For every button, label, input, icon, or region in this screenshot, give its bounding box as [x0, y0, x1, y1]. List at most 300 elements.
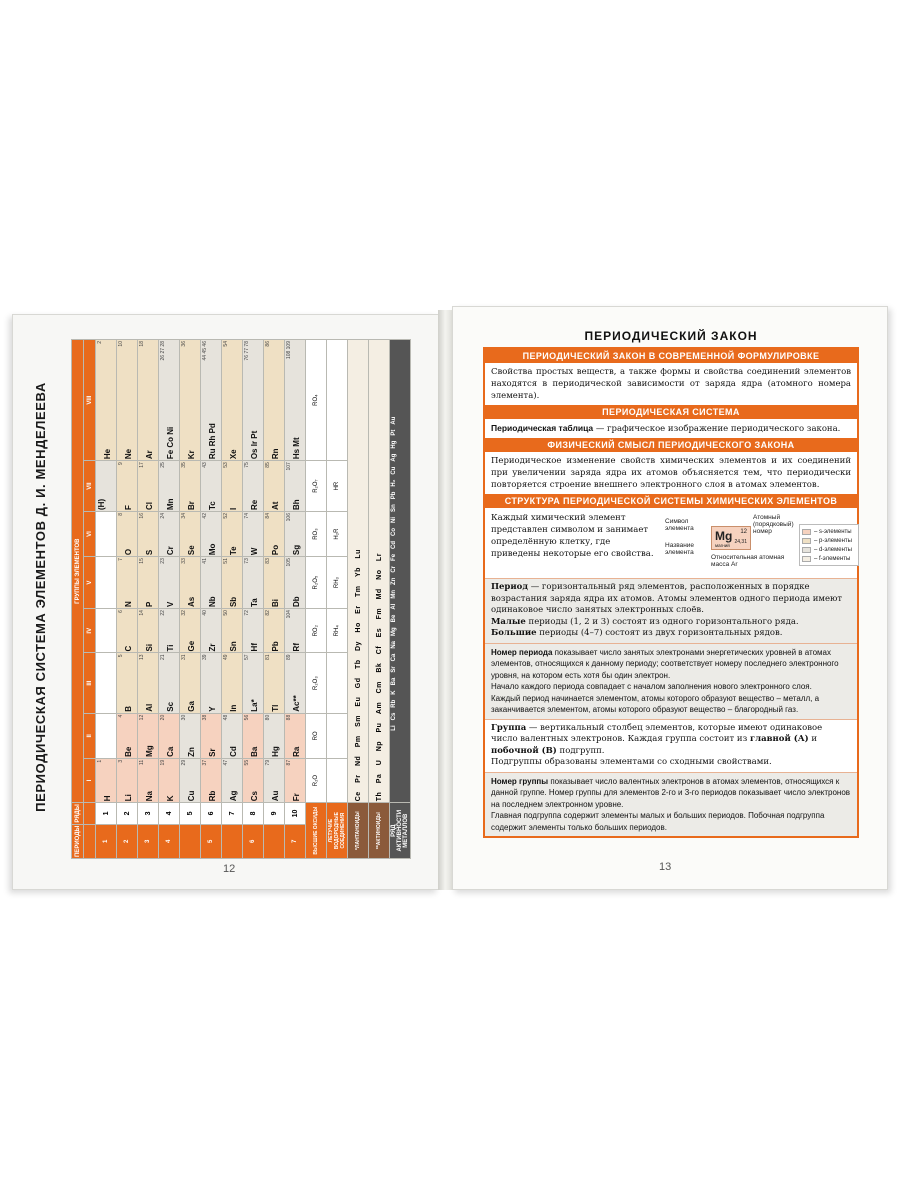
actinides-element: No — [375, 567, 383, 580]
legend-label: – f-элементы — [814, 555, 851, 562]
activity-element: Sr — [391, 666, 397, 673]
element-cell — [243, 609, 264, 653]
hydrides-formula — [327, 653, 348, 713]
element-symbol: Cr — [166, 546, 175, 556]
actinides-element: Am — [375, 699, 383, 715]
element-cell — [96, 713, 117, 758]
period-cell: 4 — [159, 824, 180, 858]
row-number: 10 — [285, 803, 306, 824]
actinides-element: Cf — [375, 643, 383, 655]
periodic-table-rotated — [33, 339, 417, 859]
element-number: 47 — [223, 759, 229, 766]
legend-label: – d-элементы — [814, 546, 852, 553]
element-number: 80 — [265, 714, 271, 721]
element-number: 50 — [223, 610, 229, 616]
legend-item — [802, 527, 856, 536]
legend-label: – s-элементы — [814, 528, 852, 535]
element-symbol: Al — [145, 703, 154, 712]
element-number: 85 — [265, 462, 271, 468]
section-header-physical-meaning: ФИЗИЧЕСКИЙ СМЫСЛ ПЕРИОДИЧЕСКОГО ЗАКОНА — [485, 438, 857, 452]
element-cell — [243, 557, 264, 609]
element-symbol: Ne — [124, 448, 133, 460]
actinides-label: **АКТИНОИДЫ — [369, 803, 390, 859]
element-symbol: Re — [250, 499, 259, 510]
element-symbol: Ge — [187, 640, 196, 652]
element-symbol: O — [124, 548, 133, 556]
element-number: 107 — [286, 462, 292, 471]
element-cell — [222, 653, 243, 713]
element-symbol: Ga — [187, 701, 196, 712]
element-number: 21 — [160, 654, 166, 661]
mass-label: Относительная атомная масса Ar — [711, 554, 785, 568]
element-symbol: Tl — [271, 704, 280, 712]
header-blank-1 — [84, 824, 96, 858]
element-cell — [243, 653, 264, 713]
element-symbol: Hs Mt — [292, 437, 301, 460]
element-symbol: S — [145, 549, 154, 556]
hydrides-formula: RH₄ — [327, 609, 348, 653]
element-cell — [180, 758, 201, 802]
element-cell — [117, 557, 138, 609]
element-number: 44 45 46 — [202, 341, 208, 361]
row-number: 1 — [96, 803, 117, 824]
element-cell — [159, 653, 180, 713]
page-number-right: 13 — [659, 861, 672, 873]
right-page — [452, 306, 888, 890]
element-number: 52 — [223, 513, 229, 519]
element-cell — [96, 609, 117, 653]
activity-element: Rb — [391, 699, 397, 708]
element-number: 108 109 — [286, 341, 292, 360]
element-cell — [264, 557, 285, 609]
structure-row — [485, 508, 857, 578]
oxides-formula: RO₂ — [306, 609, 327, 653]
element-cell — [285, 461, 306, 512]
element-symbol: Cl — [145, 502, 154, 510]
lanthanides-element: Pm — [354, 732, 362, 748]
element-cell — [264, 340, 285, 461]
element-symbol: (H) — [97, 498, 106, 510]
element-symbol: P — [145, 601, 154, 608]
activity-element: Mg — [391, 627, 397, 636]
law-content-box — [483, 347, 859, 838]
element-symbol: Hg — [271, 746, 280, 757]
element-cell — [159, 557, 180, 609]
element-number: 76 77 78 — [244, 341, 250, 361]
group-label-5: V — [84, 557, 96, 609]
element-number: 89 — [286, 654, 292, 661]
element-cell — [285, 713, 306, 758]
element-cell — [180, 609, 201, 653]
group-definition: Группа — вертикальный столбец элементов, которые имеют одинаковое число валентных электронов. Каждая группа состоит из главной (А) и побочной (В) подгрупп. Подгруппы образованы элементами со сходными свойствами. — [485, 719, 857, 772]
section-header-periodic-system: ПЕРИОДИЧЕСКАЯ СИСТЕМА — [485, 405, 857, 419]
element-number: 84 — [265, 513, 271, 519]
group-label-8: VIII — [84, 340, 96, 461]
element-symbol: Pb — [271, 641, 280, 652]
element-cell — [222, 557, 243, 609]
element-cell — [159, 512, 180, 557]
lanthanides-element: Er — [354, 602, 362, 614]
oxides-formula: RO — [306, 713, 327, 758]
element-symbol: Sb — [229, 596, 238, 608]
element-symbol: K — [166, 795, 175, 802]
element-cell — [138, 340, 159, 461]
element-number: 18 — [139, 341, 145, 347]
element-symbol: Cs — [250, 791, 259, 802]
lanthanides-element: Nd — [354, 753, 362, 767]
element-number: 32 — [181, 610, 187, 616]
example-number: 12 — [740, 529, 747, 535]
element-symbol: I — [229, 507, 238, 510]
element-number: 17 — [139, 462, 145, 468]
hydrides-formula: H₂R — [327, 512, 348, 557]
activity-series — [390, 340, 411, 803]
element-symbol: H — [103, 795, 112, 802]
element-cell — [285, 609, 306, 653]
activity-element: H₂ — [391, 479, 397, 487]
activity-element: Zn — [391, 577, 397, 585]
group-label-1: I — [84, 758, 96, 802]
element-number: 22 — [160, 610, 166, 616]
group-number-info: Номер группы показывает число валентных электронов в атомах элементов, относящихся к данной группе. Номер группы для элементов 2-го и 3-го периодов показывает число электронов на последнем электронном уровне. Главная подгруппа содержит элементы малых и больших периодов. Побочная подгруппа содержит элементы только больших периодов. — [485, 772, 857, 837]
row-number: 9 — [264, 803, 285, 824]
element-symbol: Xe — [229, 449, 238, 460]
row-number: 3 — [138, 803, 159, 824]
activity-element: Mn — [391, 589, 397, 599]
element-number: 11 — [139, 759, 145, 766]
element-number: 74 — [244, 513, 250, 519]
element-cell — [96, 653, 117, 713]
element-symbol: Li — [124, 794, 133, 802]
element-symbol: Y — [208, 706, 217, 712]
element-cell — [285, 512, 306, 557]
element-cell — [138, 758, 159, 802]
element-cell — [138, 609, 159, 653]
lanthanides-element: Ce — [354, 788, 362, 802]
period-cell — [180, 824, 201, 858]
period-cell: 5 — [201, 824, 222, 858]
hydrides-formula — [327, 713, 348, 758]
oxides-formula: RO₄ — [306, 340, 327, 461]
symbol-label: Символ элемента — [665, 518, 694, 532]
element-number: 51 — [223, 558, 229, 564]
element-symbol: Fr — [292, 793, 301, 802]
element-symbol: F — [124, 505, 133, 510]
activity-element: K — [391, 690, 397, 695]
name-label: Название элемента — [665, 542, 695, 556]
section-header-structure: СТРУКТУРА ПЕРИОДИЧЕСКОЙ СИСТЕМЫ ХИМИЧЕСКИХ ЭЛЕМЕНТОВ — [485, 494, 857, 508]
element-number: 49 — [223, 654, 229, 661]
element-symbol: Rb — [208, 790, 217, 802]
element-number: 29 — [181, 759, 187, 766]
element-cell — [264, 713, 285, 758]
oxides-formula: R₂O₅ — [306, 557, 327, 609]
element-cell — [117, 512, 138, 557]
page-number-left: 12 — [223, 863, 236, 875]
element-number: 36 — [181, 341, 187, 347]
hydrides-formula: RH₃ — [327, 557, 348, 609]
element-number: 55 — [244, 759, 250, 766]
element-number: 31 — [181, 654, 187, 661]
hydrides-formula — [327, 340, 348, 461]
element-number: 75 — [244, 462, 250, 468]
element-number: 1 — [97, 759, 103, 763]
element-number: 40 — [202, 610, 208, 616]
activity-element: Pb — [391, 491, 397, 500]
legend-swatch — [802, 538, 811, 544]
element-cell — [117, 461, 138, 512]
element-number: 86 — [265, 341, 271, 347]
lanthanides-element: Tm — [354, 583, 362, 597]
row-number: 6 — [201, 803, 222, 824]
oxides-formula: RO₃ — [306, 512, 327, 557]
element-symbol: Te — [229, 546, 238, 556]
element-cell — [264, 512, 285, 557]
group-label-4: IV — [84, 609, 96, 653]
element-number: 19 — [160, 759, 166, 766]
element-cell — [201, 713, 222, 758]
element-cell — [138, 653, 159, 713]
row-number: 4 — [159, 803, 180, 824]
element-cell — [180, 713, 201, 758]
activity-element: Hg — [391, 440, 397, 449]
element-number: 5 — [118, 654, 124, 658]
element-cell — [138, 713, 159, 758]
element-cell — [180, 557, 201, 609]
lanthanides-element: Yb — [354, 564, 362, 578]
lanthanides-element: Ho — [354, 619, 362, 633]
legend-item — [802, 545, 856, 554]
element-number: 3 — [118, 759, 124, 763]
element-symbol: Sc — [166, 701, 175, 712]
element-number: 33 — [181, 558, 187, 564]
element-symbol: Cd — [229, 746, 238, 757]
element-cell — [201, 557, 222, 609]
modern-law-text: Свойства простых веществ, а также формы и свойства соединений элементов находятся в периодической зависимости от заряда ядра (атомного номера элемента). — [491, 367, 851, 401]
element-cell — [96, 758, 117, 802]
element-cell — [285, 653, 306, 713]
element-cell — [243, 461, 264, 512]
element-cell — [222, 609, 243, 653]
activity-element: Cd — [391, 540, 397, 549]
row-number: 7 — [222, 803, 243, 824]
element-symbol: Si — [145, 643, 154, 652]
element-symbol: Ra — [292, 746, 301, 757]
element-number: 41 — [202, 558, 208, 564]
element-cell — [138, 557, 159, 609]
period-cell: 3 — [138, 824, 159, 858]
element-symbol: Sg — [292, 544, 301, 556]
element-cell — [222, 461, 243, 512]
activity-element: Pt — [391, 429, 397, 436]
activity-element: Fe — [391, 553, 397, 561]
legend-label: – p-элементы — [814, 537, 852, 544]
element-number: 83 — [265, 558, 271, 564]
example-element-cell — [711, 526, 751, 550]
element-cell — [285, 340, 306, 461]
activity-element: Na — [391, 640, 397, 649]
lanthanides-element: Pr — [354, 772, 362, 783]
activity-element: Ca — [391, 653, 397, 662]
element-cell — [285, 758, 306, 802]
element-cell — [243, 758, 264, 802]
periodic-table — [71, 339, 411, 859]
element-symbol: Bi — [271, 599, 280, 608]
element-cell — [180, 461, 201, 512]
element-number: 104 — [286, 610, 292, 619]
element-number: 105 — [286, 558, 292, 567]
element-symbol: Ca — [166, 746, 175, 757]
element-number: 6 — [118, 610, 124, 613]
element-cell — [159, 758, 180, 802]
section-header-modern-law: ПЕРИОДИЧЕСКИЙ ЗАКОН В СОВРЕМЕННОЙ ФОРМУЛИРОВКЕ — [485, 349, 857, 363]
element-symbol: Br — [187, 501, 196, 510]
example-name: магний — [715, 543, 730, 548]
period-cell: 7 — [285, 824, 306, 858]
activity-element: Ag — [391, 453, 397, 462]
element-symbol: Ag — [229, 790, 238, 802]
element-cell — [117, 653, 138, 713]
lanthanides-element: Eu — [354, 694, 362, 707]
group-label-7: VII — [84, 461, 96, 512]
header-periods: ПЕРИОДЫ — [72, 824, 84, 858]
element-number: 82 — [265, 610, 271, 616]
element-cell — [222, 758, 243, 802]
activity-element: Sn — [391, 504, 397, 512]
legend-item — [802, 536, 856, 545]
lanthanides-series — [348, 340, 369, 803]
element-symbol: W — [250, 547, 259, 556]
activity-element: Ni — [391, 516, 397, 523]
element-number: 23 — [160, 558, 166, 564]
element-number: 10 — [118, 341, 124, 347]
lanthanides-element: Gd — [354, 675, 362, 689]
oxides-formula: R₂O — [306, 758, 327, 802]
activity-element: Li — [391, 725, 397, 731]
element-symbol: Sr — [208, 748, 217, 757]
element-cell — [159, 461, 180, 512]
element-symbol: La* — [250, 699, 259, 712]
element-number: 54 — [223, 341, 229, 347]
actinides-series — [369, 340, 390, 803]
lanthanides-element: Dy — [354, 638, 362, 652]
element-cell — [201, 609, 222, 653]
element-cell — [117, 340, 138, 461]
element-symbol: Cu — [187, 790, 196, 802]
example-symbol: Mg — [715, 529, 733, 543]
element-number: 7 — [118, 558, 124, 561]
element-symbol: Bh — [292, 499, 301, 510]
period-number-info: Номер периода показывает число занятых электронами энергетических уровней в атомах элементов, относящихся к данному периоду; соответствует номеру последнего электронного уровня, на котором есть хотя бы один электрон. Начало каждого периода совпадает с началом заполнения нового электронного слоя. Каждый период начинается элементом, атомы которого образуют вещество – металл, а заканчивается элементом, атомы которого образуют вещество – благородный газ. — [485, 643, 857, 719]
element-number: 43 — [202, 462, 208, 468]
element-symbol: Ti — [166, 644, 175, 652]
activity-element: Ba — [391, 677, 397, 686]
oxides-formula: R₂O₇ — [306, 461, 327, 512]
element-symbol: Mo — [208, 543, 217, 556]
element-symbol: B — [124, 705, 133, 712]
element-number: 87 — [286, 759, 292, 766]
activity-label: РЯД АКТИВНОСТИ МЕТАЛЛОВ — [390, 803, 411, 859]
element-symbol: Mg — [145, 745, 154, 757]
element-number: 42 — [202, 513, 208, 519]
element-symbol: N — [124, 601, 133, 608]
period-cell: 1 — [96, 824, 117, 858]
element-cell — [243, 340, 264, 461]
element-number: 26 27 28 — [160, 341, 166, 361]
element-cell — [201, 340, 222, 461]
element-number: 24 — [160, 513, 166, 519]
element-symbol: Po — [271, 544, 280, 556]
element-cell — [201, 758, 222, 802]
element-cell-diagram — [665, 512, 851, 574]
element-symbol: As — [187, 596, 196, 608]
header-blank-2 — [84, 803, 96, 824]
element-number: 13 — [139, 654, 145, 661]
left-page — [12, 314, 439, 890]
element-cell — [96, 461, 117, 512]
row-number: 8 — [243, 803, 264, 824]
element-symbol: At — [271, 501, 280, 510]
element-symbol: Nb — [208, 596, 217, 608]
element-symbol: Ta — [250, 598, 259, 608]
group-label-2: II — [84, 713, 96, 758]
element-number: 81 — [265, 654, 271, 661]
element-number: 48 — [223, 714, 229, 721]
element-number: 20 — [160, 714, 166, 721]
row-number: 2 — [117, 803, 138, 824]
element-number: 57 — [244, 654, 250, 661]
period-cell — [264, 824, 285, 858]
hydrides-formula: HR — [327, 461, 348, 512]
period-cell — [222, 824, 243, 858]
group-label-6: VI — [84, 512, 96, 557]
legend-item — [802, 554, 856, 563]
actinides-element: Md — [375, 585, 383, 600]
element-symbol: He — [103, 448, 112, 460]
element-symbol: Tc — [208, 501, 217, 510]
activity-element: Al — [391, 603, 397, 610]
example-mass: 24,31 — [734, 539, 747, 545]
activity-element: Au — [391, 416, 397, 425]
open-book — [12, 300, 888, 900]
element-number: 34 — [181, 513, 187, 519]
actinides-element: Th — [375, 789, 383, 802]
element-cell — [264, 461, 285, 512]
element-number: 88 — [286, 714, 292, 721]
element-symbol: Db — [292, 596, 301, 608]
element-cell — [159, 609, 180, 653]
element-number: 2 — [97, 341, 103, 344]
element-cell — [285, 557, 306, 609]
element-cell — [96, 340, 117, 461]
element-cell — [243, 512, 264, 557]
element-number: 39 — [202, 654, 208, 661]
element-number: 16 — [139, 513, 145, 519]
element-number: 79 — [265, 759, 271, 766]
header-groups: ГРУППЫ ЭЛЕМЕНТОВ — [72, 340, 84, 803]
structure-text: Каждый химический элемент представлен символом и занимает определённую клетку, где приведены некоторые его свойства. — [491, 513, 654, 559]
lanthanides-element: Tb — [354, 657, 362, 670]
element-symbol: Ac** — [292, 695, 301, 712]
actinides-element: Lr — [375, 553, 383, 562]
element-number: 25 — [160, 462, 166, 468]
actinides-element: Bk — [375, 660, 383, 673]
element-symbol: Mn — [166, 498, 175, 510]
element-symbol: Hf — [250, 643, 259, 652]
element-symbol: Kr — [187, 450, 196, 460]
element-cell — [264, 609, 285, 653]
actinides-element: Cm — [375, 678, 383, 694]
